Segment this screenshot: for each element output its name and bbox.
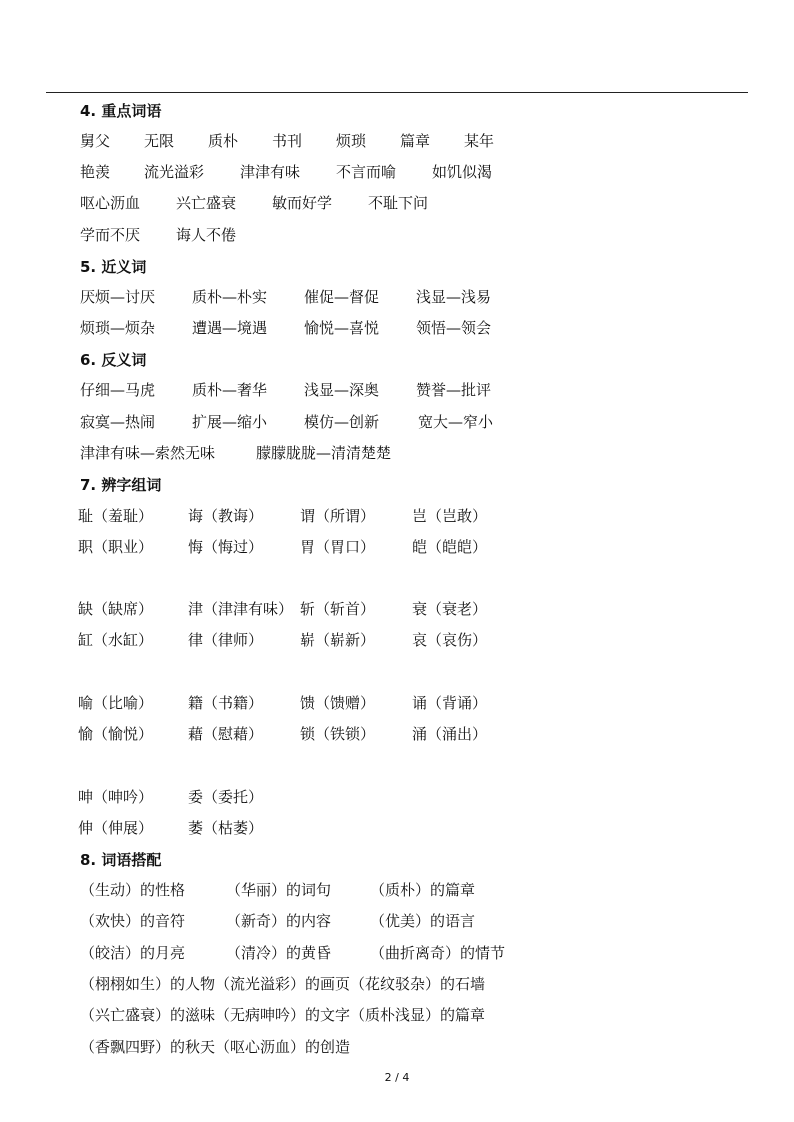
word-pair: 赞誉—批评 — [416, 381, 492, 399]
char-word: 岂（岂敢） — [412, 507, 488, 525]
section-heading-antonyms: 6. 反义词 — [80, 351, 147, 369]
collocation-line: （兴亡盛衰）的滋味（无病呻吟）的文字（质朴浅显）的篇章 — [80, 1006, 486, 1024]
word: 学而不厌 — [80, 226, 141, 244]
word-pair-row — [0, 441, 794, 465]
collocation: （新奇）的内容 — [226, 912, 332, 930]
char-word-row — [0, 535, 794, 559]
word: 烦琐 — [336, 132, 367, 150]
word: 不耻下问 — [368, 194, 429, 212]
word-pair: 宽大—窄小 — [418, 413, 494, 431]
word-pair: 领悟—领会 — [416, 319, 492, 337]
collocation: （曲折离奇）的情节 — [370, 944, 506, 962]
word: 诲人不倦 — [176, 226, 237, 244]
word-pair: 扩展—缩小 — [192, 413, 268, 431]
char-word: 籍（书籍） — [188, 694, 264, 712]
collocation-row — [0, 941, 794, 965]
word: 篇章 — [400, 132, 431, 150]
char-word: 津（津津有味） — [188, 600, 294, 618]
word-pair: 津津有味—索然无味 — [80, 444, 216, 462]
page-number: 2 / 4 — [384, 1071, 410, 1084]
word-pair: 模仿—创新 — [304, 413, 380, 431]
char-word: 馈（馈赠） — [300, 694, 376, 712]
word: 流光溢彩 — [144, 163, 205, 181]
word-pair: 催促—督促 — [304, 288, 380, 306]
collocation-row — [0, 909, 794, 933]
word: 某年 — [464, 132, 495, 150]
word: 兴亡盛衰 — [176, 194, 237, 212]
char-word: 耻（羞耻） — [78, 507, 154, 525]
collocation: （质朴）的篇章 — [370, 881, 476, 899]
word-pair: 厌烦—讨厌 — [80, 288, 156, 306]
word-pair: 烦琐—烦杂 — [80, 319, 156, 337]
char-word: 藉（慰藉） — [188, 725, 264, 743]
word: 舅父 — [80, 132, 111, 150]
word: 呕心沥血 — [80, 194, 141, 212]
char-word: 缸（水缸） — [78, 631, 154, 649]
word-pair: 愉悦—喜悦 — [304, 319, 380, 337]
word-pair-row — [0, 285, 794, 309]
word-pair: 朦朦胧胧—清清楚楚 — [256, 444, 392, 462]
word-pair-row — [0, 316, 794, 340]
word-pair-row — [0, 378, 794, 402]
word: 津津有味 — [240, 163, 301, 181]
char-word: 锁（铁锁） — [300, 725, 376, 743]
word-pair-row — [0, 410, 794, 434]
section-heading-synonyms: 5. 近义词 — [80, 258, 147, 276]
word-row — [0, 223, 794, 247]
char-word: 胃（胃口） — [300, 538, 376, 556]
collocation: （清冷）的黄昏 — [226, 944, 332, 962]
char-word-row — [0, 785, 794, 809]
char-word-row — [0, 597, 794, 621]
word-row — [0, 191, 794, 215]
char-word: 崭（崭新） — [300, 631, 376, 649]
char-word: 悔（悔过） — [188, 538, 264, 556]
char-word-row — [0, 722, 794, 746]
char-word: 涌（涌出） — [412, 725, 488, 743]
word-pair: 质朴—奢华 — [192, 381, 268, 399]
word: 艳羡 — [80, 163, 111, 181]
word-pair: 遭遇—境遇 — [192, 319, 268, 337]
collocation: （优美）的语言 — [370, 912, 476, 930]
word: 质朴 — [208, 132, 239, 150]
char-word-row — [0, 691, 794, 715]
char-word: 委（委托） — [188, 788, 264, 806]
char-word: 谓（所谓） — [300, 507, 376, 525]
char-word: 斩（斩首） — [300, 600, 376, 618]
char-word: 诲（教诲） — [188, 507, 264, 525]
char-word: 喻（比喻） — [78, 694, 154, 712]
collocation: （欢快）的音符 — [80, 912, 186, 930]
collocation-line: （香飘四野）的秋天（呕心沥血）的创造 — [80, 1038, 351, 1056]
char-word: 律（律师） — [188, 631, 264, 649]
section-heading-collocations: 8. 词语搭配 — [80, 851, 162, 869]
word: 敏而好学 — [272, 194, 333, 212]
word-pair: 寂寞—热闹 — [80, 413, 156, 431]
char-word-row — [0, 816, 794, 840]
char-word: 愉（愉悦） — [78, 725, 154, 743]
word: 无限 — [144, 132, 175, 150]
char-word: 缺（缺席） — [78, 600, 154, 618]
section-heading-character-words: 7. 辨字组词 — [80, 476, 162, 494]
collocation: （皎洁）的月亮 — [80, 944, 186, 962]
word-pair: 质朴—朴实 — [192, 288, 268, 306]
char-word: 呻（呻吟） — [78, 788, 154, 806]
word-pair: 浅显—浅易 — [416, 288, 492, 306]
char-word: 哀（哀伤） — [412, 631, 488, 649]
word: 如饥似渴 — [432, 163, 493, 181]
char-word-row — [0, 504, 794, 528]
char-word: 萎（枯萎） — [188, 819, 264, 837]
char-word: 衰（衰老） — [412, 600, 488, 618]
collocation-row — [0, 878, 794, 902]
char-word: 诵（背诵） — [412, 694, 488, 712]
char-word: 伸（伸展） — [78, 819, 154, 837]
char-word: 职（职业） — [78, 538, 154, 556]
word-row — [0, 160, 794, 184]
word-pair: 浅显—深奥 — [304, 381, 380, 399]
section-heading-key-words: 4. 重点词语 — [80, 102, 162, 120]
header-rule — [46, 92, 748, 93]
collocation-line: （栩栩如生）的人物（流光溢彩）的画页（花纹驳杂）的石墙 — [80, 975, 486, 993]
word-row — [0, 129, 794, 153]
word-pair: 仔细—马虎 — [80, 381, 156, 399]
char-word: 皑（皑皑） — [412, 538, 488, 556]
word: 书刊 — [272, 132, 303, 150]
collocation: （华丽）的词句 — [226, 881, 332, 899]
collocation: （生动）的性格 — [80, 881, 186, 899]
char-word-row — [0, 628, 794, 652]
word: 不言而喻 — [336, 163, 397, 181]
